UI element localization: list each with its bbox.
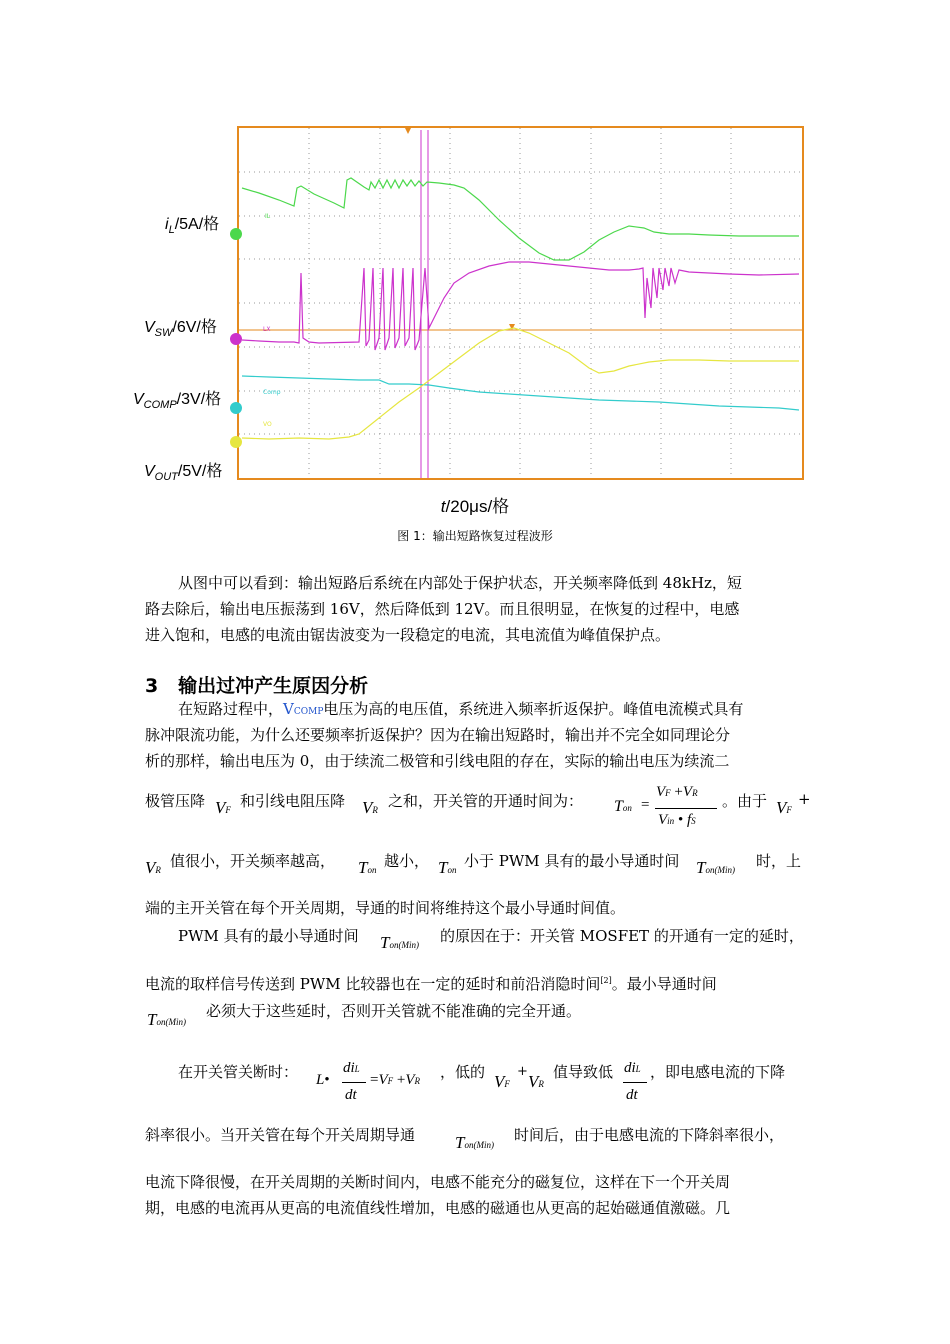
formula-di-numerator: diL: [343, 1060, 360, 1076]
formula-ton-lhs: Ton: [614, 798, 632, 815]
para2-line-5c: 小于 PWM 具有的最小导通时间: [464, 852, 680, 870]
symbol-vr: VR: [362, 798, 378, 817]
oscilloscope-screen: [237, 126, 804, 480]
formula-ton-eq: =: [641, 797, 650, 813]
para2-line-1: 在短路过程中，VCOMP电压为高的电压值，系统进入频率折返保护。峰值电流模式具有: [178, 700, 744, 718]
trigger-position-marker: [405, 128, 411, 134]
para4-line-1c: 值导致低: [553, 1063, 614, 1081]
para4-line-3: 电流下降很慢，在开关周期的关断时间内，电感不能充分的磁复位，这样在下一个开关周: [145, 1173, 731, 1191]
para2-line-4-plus: +: [798, 790, 811, 808]
para4-line-1d: ，即电感电流的下降: [650, 1063, 786, 1081]
formula-ton-numerator: VF +VR: [656, 784, 698, 800]
lx-trace: [242, 262, 799, 350]
para1-line-2: 路去除后，输出电压振荡到 16V，然后降低到 12V。而且很明显，在恢复的过程中，电感: [145, 600, 740, 618]
para2-line-5a: 值很小，开关频率越高，: [170, 852, 336, 870]
para2-line-6: 端的主开关管在每个开关周期，导通的时间将维持这个最小导通时间值。: [145, 899, 626, 917]
channel-tag-comp: Comp: [263, 389, 281, 396]
para2-line-4d: 。由于: [722, 792, 768, 810]
symbol-ton-min-2: Ton(Min): [380, 933, 419, 952]
symbol-vr-3: VR: [528, 1072, 544, 1091]
para2-line-5d: 时，上: [756, 852, 802, 870]
symbol-ton-min: Ton(Min): [696, 858, 735, 877]
channel-tag-vo: VO: [263, 421, 272, 428]
grid: [239, 128, 802, 478]
para2-line-5b: 越小，: [384, 852, 430, 870]
section-heading: 3 输出过冲产生原因分析: [145, 675, 369, 697]
formula-dt-denominator: dt: [345, 1087, 357, 1103]
vcomp-axis-label: $V_{COMP}/3V/$格: [133, 391, 222, 412]
channel-tag-il: IL: [265, 213, 271, 220]
formula-di-fraction-bar-2: [623, 1082, 647, 1083]
formula-di-fraction-bar: [342, 1082, 366, 1083]
vout-axis-label: $V_{OUT}/5V/$格: [144, 463, 223, 484]
symbol-ton-2: Ton: [438, 858, 457, 877]
symbol-vr-2: VR: [145, 858, 161, 877]
channel-1-marker: [230, 436, 242, 448]
formula-l: L•: [316, 1072, 330, 1088]
para1-line-1: 从图中可以看到：输出短路后系统在内部处于保护状态，开关频率降低到 48kHz，短: [178, 574, 742, 592]
vsw-axis-label: $V_{SW}/6V/$格: [144, 319, 217, 340]
para4-line-1a: 在开关管关断时：: [178, 1063, 299, 1081]
para1-line-3: 进入饱和，电感的电流由锯齿波变为一段稳定的电流，其电流值为峰值保护点。: [145, 626, 671, 644]
formula-dt-denominator-2: dt: [626, 1087, 638, 1103]
formula-ton-denominator: Vin • fS: [658, 812, 696, 828]
symbol-ton: Ton: [358, 858, 377, 877]
para4-line-1b: ，低的: [440, 1063, 486, 1081]
symbol-ton-min-3: Ton(Min): [147, 1010, 186, 1029]
para3-line-2: 电流的取样信号传送到 PWM 比较器也在一定的延时和前沿消隐时间[2]。最小导通时间: [145, 975, 717, 993]
para3-line-1a: PWM 具有的最小导通时间: [178, 927, 359, 945]
channel-tag-lx: LX: [263, 326, 271, 333]
para2-line-4b: 和引线电阻压降: [240, 792, 346, 810]
symbol-plus-3: +: [517, 1064, 528, 1079]
para3-line-1b: 的原因在于：开关管 MOSFET 的开通有一定的延时，: [440, 927, 804, 945]
formula-ton-fraction-bar: [655, 808, 717, 809]
channel-4-marker: [230, 228, 242, 240]
para2-line-3: 析的那样，输出电压为 0，由于续流二极管和引线电阻的存在，实际的输出电压为续流二: [145, 752, 730, 770]
para2-line-2: 脉冲限流功能，为什么还要频率折返保护？因为在输出短路时，输出并不完全如同理论分: [145, 726, 731, 744]
figure-caption: 图 1：输出短路恢复过程波形: [397, 529, 553, 543]
para4-line-2a: 斜率很小。当开关管在每个开关周期导通: [145, 1126, 416, 1144]
waveform-plot: [239, 128, 802, 478]
symbol-vf: VF: [215, 798, 231, 817]
para4-line-4: 期，电感的电流再从更高的电流值线性增加，电感的磁通也从更高的起始磁通值激磁。几: [145, 1199, 731, 1217]
para2-line-4a: 极管压降: [145, 792, 206, 810]
time-axis-label: t/20μs/格: [440, 497, 510, 516]
formula-rhs: =VF +VR: [370, 1072, 421, 1088]
symbol-vf-2: VF: [776, 798, 792, 817]
channel-3-marker: [230, 333, 242, 345]
il-axis-label: $i_L/5A/$格: [165, 216, 220, 237]
symbol-vf-3: VF: [494, 1072, 510, 1091]
para3-line-3: 必须大于这些延时，否则开关管就不能准确的完全开通。: [206, 1002, 582, 1020]
para4-line-2b: 时间后，由于电感电流的下降斜率很小，: [514, 1126, 785, 1144]
formula-di-numerator-2: diL: [624, 1060, 641, 1076]
para2-line-4c: 之和，开关管的开通时间为：: [388, 792, 584, 810]
channel-2-marker: [230, 402, 242, 414]
symbol-ton-min-4: Ton(Min): [455, 1133, 494, 1152]
